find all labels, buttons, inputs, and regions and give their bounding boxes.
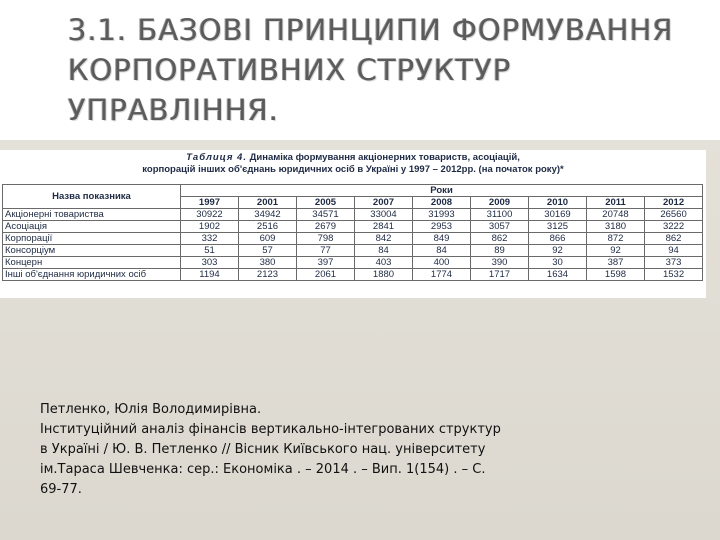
table-cell: 2061 [297,269,355,281]
table-cell: 1634 [529,269,587,281]
table-body [3,209,703,281]
year-header: 2007 [355,197,413,209]
table-cell: 89 [471,245,529,257]
table-cell: 26560 [645,209,703,221]
year-header: 2001 [239,197,297,209]
table-cell: 1717 [471,269,529,281]
table-cell: 92 [529,245,587,257]
table-cell: 403 [355,257,413,269]
table-cell: 3057 [471,221,529,233]
table-cell: 400 [413,257,471,269]
table-row [3,221,703,233]
table-cell: 2516 [239,221,297,233]
table-cell: 1902 [181,221,239,233]
table-row [3,257,703,269]
table-cell: 373 [645,257,703,269]
table-caption [0,152,706,176]
data-table [2,184,703,281]
table-cell: 609 [239,233,297,245]
slide-title-line2: КОРПОРАТИВНИХ СТРУКТУР УПРАВЛІННЯ. [68,53,512,127]
year-header: 2011 [587,197,645,209]
slide-title [68,10,708,130]
table-cell: 92 [587,245,645,257]
table-cell: 390 [471,257,529,269]
table-cell: 30 [529,257,587,269]
citation-line4: ім.Тараса Шевченка: сер.: Економіка . – 2014 . – Вип. 1(154) . – С. [40,462,486,477]
row-name: Корпорації [3,233,181,245]
table-caption-line1: Динаміка формування акціонерних товариств, асоціацій, [249,152,520,163]
table-cell: 20748 [587,209,645,221]
table-row [3,209,703,221]
table-cell: 31993 [413,209,471,221]
table-cell: 2953 [413,221,471,233]
table-cell: 862 [645,233,703,245]
table-cell: 3180 [587,221,645,233]
table-cell: 77 [297,245,355,257]
row-name: Асоціація [3,221,181,233]
year-header: 2008 [413,197,471,209]
table-row [3,233,703,245]
year-header: 2010 [529,197,587,209]
table-cell: 3222 [645,221,703,233]
citation-line2: Інституційний аналіз фінансів вертикально-інтегрованих структур [40,422,501,437]
table-cell: 303 [181,257,239,269]
table-cell: 862 [471,233,529,245]
year-header: 1997 [181,197,239,209]
table-cell: 30169 [529,209,587,221]
table-cell: 842 [355,233,413,245]
table-cell: 849 [413,233,471,245]
table-cell: 1774 [413,269,471,281]
table-cell: 34571 [297,209,355,221]
slide-title-line1: 3.1. БАЗОВІ ПРИНЦИПИ ФОРМУВАННЯ [68,13,674,47]
row-name: Інші об'єднання юридичних осіб [3,269,181,281]
table-cell: 1598 [587,269,645,281]
table-cell: 1880 [355,269,413,281]
table-cell: 332 [181,233,239,245]
table-cell: 3125 [529,221,587,233]
table-cell: 33004 [355,209,413,221]
table-cell: 84 [355,245,413,257]
table-cell: 866 [529,233,587,245]
table-cell: 2123 [239,269,297,281]
table-cell: 57 [239,245,297,257]
table-row [3,269,703,281]
citation [40,400,690,500]
table-cell: 94 [645,245,703,257]
table-cell: 30922 [181,209,239,221]
header-indicator-name: Назва показника [3,185,181,209]
table-cell: 2841 [355,221,413,233]
row-name: Акціонерні товариства [3,209,181,221]
table-image [0,150,706,298]
row-name: Концерн [3,257,181,269]
table-cell: 84 [413,245,471,257]
table-cell: 2679 [297,221,355,233]
year-header: 2005 [297,197,355,209]
table-cell: 798 [297,233,355,245]
citation-line3: в Україні / Ю. В. Петленко // Вісник Київського нац. університету [40,442,486,457]
citation-line1: Петленко, Юлія Володимирівна. [40,402,262,417]
table-cell: 31100 [471,209,529,221]
table-cell: 380 [239,257,297,269]
table-caption-line2: корпорацій інших об'єднань юридичних осіб в Україні у 1997 – 2012рр. (на початок року)* [142,164,564,175]
table-cell: 1532 [645,269,703,281]
table-cell: 387 [587,257,645,269]
table-caption-label: Таблиця 4. [186,152,247,163]
table-row [3,245,703,257]
table-cell: 34942 [239,209,297,221]
table-cell: 872 [587,233,645,245]
table-cell: 51 [181,245,239,257]
year-header: 2009 [471,197,529,209]
table-cell: 397 [297,257,355,269]
row-name: Консорціум [3,245,181,257]
citation-line5: 69-77. [40,482,82,497]
year-header: 2012 [645,197,703,209]
header-years: Роки [181,185,703,197]
table-cell: 1194 [181,269,239,281]
